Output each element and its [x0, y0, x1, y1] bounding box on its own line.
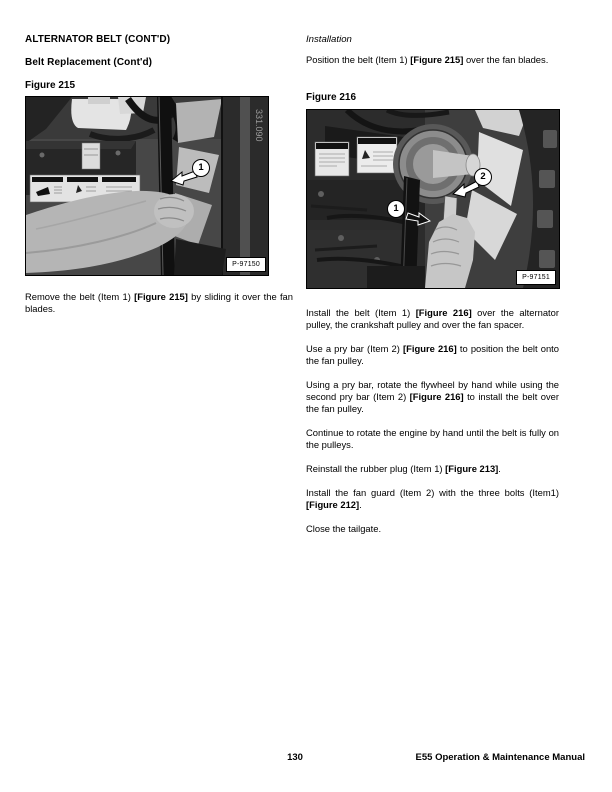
paragraph-rotate-flywheel: Using a pry bar, rotate the flywheel by hand while using the second pry bar (Item 2) [Figure 216] to install the belt over the fan pulley. [306, 379, 559, 414]
paragraph-reinstall-plug: Reinstall the rubber plug (Item 1) [Figure 213]. [306, 463, 501, 474]
installation-heading: Installation [306, 34, 352, 45]
callout-1-fig216: 1 [387, 200, 405, 218]
engine-compartment-photo-1 [26, 97, 268, 275]
paragraph-close-tailgate: Close the tailgate. [306, 523, 382, 534]
section-title: ALTERNATOR BELT (CONT'D) [25, 34, 171, 45]
small-label [82, 143, 100, 169]
handwritten-note: 331.090 [254, 109, 264, 142]
photo-id-label: P-97150 [226, 257, 266, 272]
manual-title: E55 Operation & Maintenance Manual [415, 752, 585, 763]
paragraph-install-belt: Install the belt (Item 1) [Figure 216] over the alternator pulley, the crankshaft pulley and over the fan spacer. [306, 307, 559, 330]
subsection-title: Belt Replacement (Cont'd) [25, 57, 153, 68]
paragraph-install-fan-guard: Install the fan guard (Item 2) with the three bolts (Item1) [Figure 212]. [306, 487, 559, 510]
figure-215-photo [25, 96, 269, 276]
callout-1-fig215: 1 [192, 159, 210, 177]
figure-216-photo [306, 109, 560, 289]
engine-compartment-photo-2 [307, 110, 559, 288]
page-number: 130 [287, 752, 303, 763]
paragraph-use-pry-bar: Use a pry bar (Item 2) [Figure 216] to position the belt onto the fan pulley. [306, 343, 559, 366]
right-column-text [306, 307, 559, 547]
figure-216-label: Figure 216 [306, 92, 357, 103]
paragraph-remove-belt: Remove the belt (Item 1) [Figure 215] by sliding it over the fan blades. [25, 291, 293, 314]
figure-215-label: Figure 215 [25, 80, 76, 91]
photo-id-label: P-97151 [516, 270, 556, 285]
paragraph-position-belt: Position the belt (Item 1) [Figure 215] over the fan blades. [306, 54, 549, 65]
callout-2-fig216: 2 [474, 168, 492, 186]
paragraph-continue-rotate: Continue to rotate the engine by hand until the belt is fully on the pulleys. [306, 427, 559, 450]
